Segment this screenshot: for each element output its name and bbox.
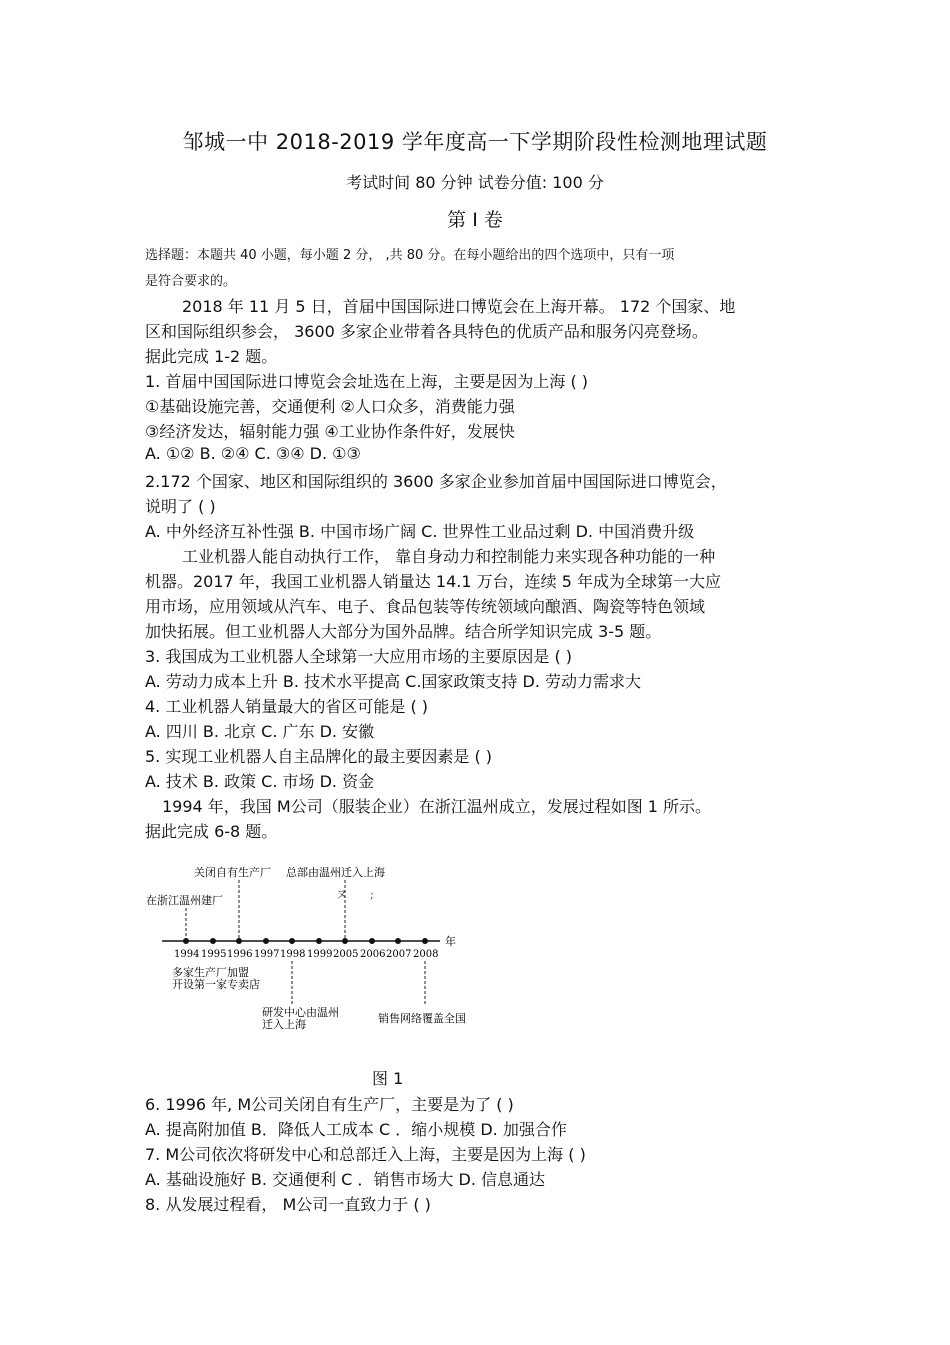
year-label: 1994 <box>174 949 200 960</box>
year-label: 2007 <box>386 949 412 960</box>
passage-2-line-4: 加快拓展。但工业机器人大部分为国外品牌。结合所学知识完成 3-5 题。 <box>145 622 662 641</box>
passage-2-line-1: 工业机器人能自动执行工作， 靠自身动力和控制能力来实现各种功能的一种 <box>182 547 716 566</box>
year-dot <box>236 938 242 944</box>
question-7-stem: 7. M公司依次将研发中心和总部迁入上海，主要是因为上海 ( ) <box>145 1145 586 1164</box>
year-dot <box>263 938 269 944</box>
year-dot <box>369 938 375 944</box>
event-1996-label: 关闭自有生产厂 <box>194 866 271 879</box>
year-dot <box>210 938 216 944</box>
passage-3-line-2: 据此完成 6-8 题。 <box>145 822 278 841</box>
question-6-stem: 6. 1996 年, M公司关闭自有生产厂，主要是为了 ( ) <box>145 1095 514 1114</box>
year-label: 1998 <box>280 949 306 960</box>
instructions-line-1: 选择题：本题共 40 小题，每小题 2 分， ,共 80 分。在每小题给出的四个选项中，只有一项 <box>145 248 675 263</box>
year-label: 1997 <box>254 949 280 960</box>
exam-info: 考试时间 80 分钟 试卷分值: 100 分 <box>346 173 604 192</box>
passage-3-line-1: 1994 年，我国 M公司（服装企业）在浙江温州成立，发展过程如图 1 所示。 <box>162 797 712 816</box>
smudge-mark-2: ; <box>370 888 374 901</box>
question-4-options: A. 四川 B. 北京 C. 广东 D. 安徽 <box>145 722 375 741</box>
year-label: 2008 <box>413 949 439 960</box>
year-label: 1999 <box>307 949 333 960</box>
event-1997-label-b: 开设第一家专卖店 <box>172 978 260 991</box>
year-dot <box>183 938 189 944</box>
question-6-options: A. 提高附加值 B．降低人工成本 C ．缩小规模 D. 加强合作 <box>145 1120 567 1139</box>
passage-1-line-1: 2018 年 11 月 5 日，首届中国国际进口博览会在上海开幕。 172 个国家、地 <box>182 297 736 316</box>
question-2-stem-1: 2.172 个国家、地区和国际组织的 3600 多家企业参加首届中国国际进口博览会， <box>145 472 727 491</box>
question-4-stem: 4. 工业机器人销量最大的省区可能是 ( ) <box>145 697 429 716</box>
question-1-statements-b: ③经济发达，辐射能力强 ④工业协作条件好，发展快 <box>145 422 515 441</box>
passage-2-line-3: 用市场，应用领域从汽车、电子、食品包装等传统领域向酿酒、陶瓷等特色领域 <box>145 597 706 616</box>
page-title: 邹城一中 2018-2019 学年度高一下学期阶段性检测地理试题 <box>182 130 768 154</box>
event-1997-label-a: 多家生产厂加盟 <box>172 966 249 979</box>
question-7-options: A. 基础设施好 B. 交通便利 C ．销售市场大 D. 信息通达 <box>145 1170 545 1189</box>
question-1-stem: 1. 首届中国国际进口博览会会址选在上海，主要是因为上海 ( ) <box>145 372 589 391</box>
instructions-line-2: 是符合要求的。 <box>145 274 237 289</box>
question-8-stem: 8. 从发展过程看， M公司一直致力于 ( ) <box>145 1195 431 1214</box>
year-label: 2006 <box>360 949 386 960</box>
question-5-stem: 5. 实现工业机器人自主品牌化的最主要因素是 ( ) <box>145 747 493 766</box>
passage-1-line-3: 据此完成 1-2 题。 <box>145 347 278 366</box>
year-label: 1995 <box>201 949 227 960</box>
event-2005-label: 总部由温州迁入上海 <box>286 866 385 879</box>
event-1998-label-b: 迁入上海 <box>262 1018 306 1031</box>
question-5-options: A. 技术 B. 政策 C. 市场 D. 资金 <box>145 772 375 791</box>
question-1-statements-a: ①基础设施完善，交通便利 ②人口众多，消费能力强 <box>145 397 515 416</box>
year-dot <box>316 938 322 944</box>
timeline-figure <box>140 858 480 1038</box>
question-2-options: A. 中外经济互补性强 B. 中国市场广阔 C. 世界性工业品过剩 D. 中国消费升级 <box>145 522 695 541</box>
year-dot <box>342 938 348 944</box>
figure-caption: 图 1 <box>372 1069 404 1088</box>
year-label: 2005 <box>333 949 359 960</box>
question-3-options: A. 劳动力成本上升 B. 技术水平提高 C.国家政策支持 D. 劳动力需求大 <box>145 672 641 691</box>
smudge-mark: ヌ <box>336 888 347 901</box>
event-2008-label: 销售网络覆盖全国 <box>378 1012 466 1025</box>
part-heading: 第 I 卷 <box>447 209 503 231</box>
passage-1-line-2: 区和国际组织参会， 3600 多家企业带着各具特色的优质产品和服务闪亮登场。 <box>145 322 708 341</box>
year-label: 1996 <box>227 949 253 960</box>
axis-unit: 年 <box>445 935 456 948</box>
passage-2-line-2: 机器。2017 年，我国工业机器人销量达 14.1 万台，连续 5 年成为全球第一大应 <box>145 572 721 591</box>
year-dot <box>422 938 428 944</box>
year-dot <box>289 938 295 944</box>
event-1994-label: 在浙江温州建厂 <box>146 894 223 907</box>
question-3-stem: 3. 我国成为工业机器人全球第一大应用市场的主要原因是 ( ) <box>145 647 573 666</box>
year-dot <box>395 938 401 944</box>
question-1-options: A. ①② B. ②④ C. ③④ D. ①③ <box>145 444 361 463</box>
event-1998-label-a: 研发中心由温州 <box>262 1006 339 1019</box>
question-2-stem-2: 说明了 ( ) <box>145 497 216 516</box>
